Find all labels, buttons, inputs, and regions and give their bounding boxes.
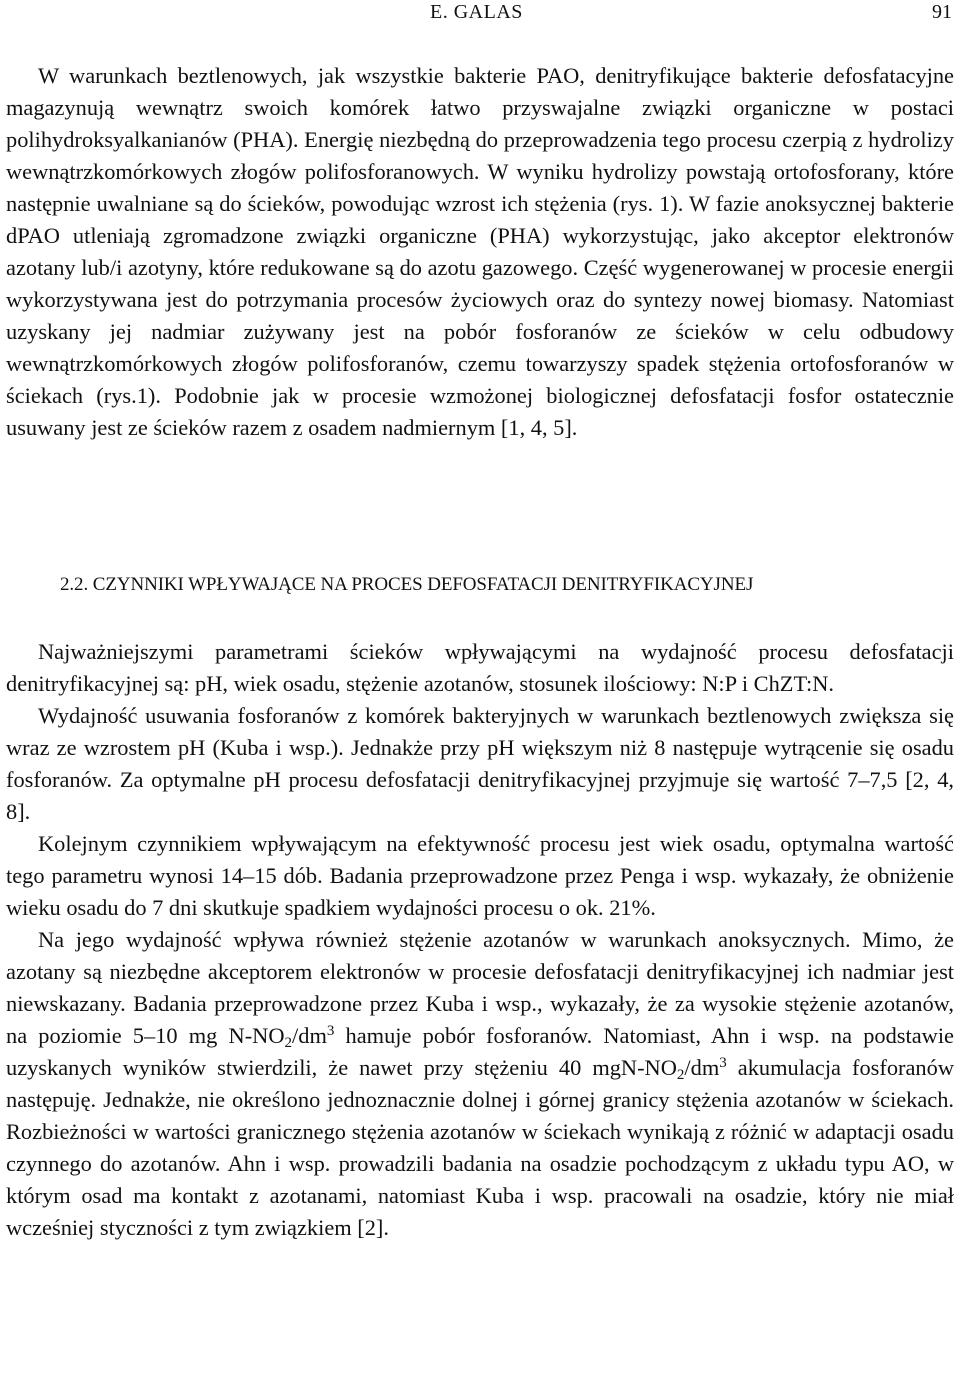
nitrates-text-4: /dm (684, 1055, 720, 1080)
subscript-2: 2 (284, 1035, 293, 1051)
section-body (6, 636, 954, 1244)
header-author: E. GALAS (430, 1, 523, 23)
subscript-2b: 2 (676, 1067, 685, 1083)
running-header (0, 0, 960, 30)
page-number: 91 (932, 1, 952, 23)
section-heading: 2.2. CZYNNIKI WPŁYWAJĄCE NA PROCES DEFOSFATACJI DENITRYFIKACYJNEJ (60, 574, 754, 595)
intro-paragraph: W warunkach beztlenowych, jak wszystkie bakterie PAO, denitryfikujące bakterie defosfatacyjne magazynują wewnątrz swoich komórek łatwo przyswajalne związki organiczne w postaci polihydroksyalkanianów (PHA). Energię niezbędną do przeprowadzenia tego procesu czerpią z hydrolizy wewnątrzkomórkowych złogów polifosforanowych. W wyniku hydrolizy powstają ortofosforany, które następnie uwalniane są do ścieków, powodując wzrost ich stężenia (rys. 1). W fazie anoksycznej bakterie dPAO utleniają zgromadzone związki organiczne (PHA) wykorzystując, jako akceptor elektronów azotany lub/i azotyny, które redukowane są do azotu gazowego. Część wygenerowanej w procesie energii wykorzystywana jest do potrzymania procesów życiowych oraz do syntezy nowej biomasy. Natomiast uzyskany jej nadmiar zużywany jest na pobór fosforanów ze ścieków w celu odbudowy wewnątrzkomórkowych złogów polifosforanów, czemu towarzyszy spadek stężenia ortofosforanów w ściekach (rys.1). Podobnie jak w procesie wzmożonej biologicznej defosfatacji fosfor ostatecznie usuwany jest ze ścieków razem z osadem nadmiernym [1, 4, 5]. (6, 63, 954, 440)
nitrates-text-3: hamuje pobór fosforanów. Natomiast, Ahn i wsp. na podstawie uzyskanych wyników stwierdzili, że nawet przy stężeniu 40 mgN-NO (6, 1023, 954, 1080)
paragraph-nitrates (6, 924, 954, 1244)
superscript-3: 3 (326, 1023, 335, 1039)
intro-section (6, 60, 954, 444)
nitrates-text-1: Na jego wydajność wpływa również stężenie azotanów w warunkach anoksycznych. Mimo, że azotany są niezbędne akceptorem elektronów w procesie defosfatacji denitryfikacyjnej ich nadmiar jest niewskazany. Badania przeprowadzone przez Kuba i wsp., wykazały, że za wysokie stężenie azotanów, na poziomie 5–10 mg N-NO (6, 927, 954, 1048)
paragraph-parameters: Najważniejszymi parametrami ścieków wpływającymi na wydajność procesu defosfatacji denitryfikacyjnej są: pH, wiek osadu, stężenie azotanów, stosunek ilościowy: N:P i ChZT:N. (6, 639, 954, 696)
paragraph-sludge-age: Kolejnym czynnikiem wpływającym na efektywność procesu jest wiek osadu, optymalna wartość tego parametru wynosi 14–15 dób. Badania przeprowadzone przez Penga i wsp. wykazały, że obniżenie wieku osadu do 7 dni skutkuje spadkiem wydajności procesu o ok. 21%. (6, 831, 954, 920)
superscript-3b: 3 (719, 1055, 727, 1071)
nitrates-text-5: akumulacja fosforanów następuję. Jednakże, nie określono jednoznacznie dolnej i górnej granicy stężenia azotanów w ściekach. Rozbieżności w wartości granicznego stężenia azotanów w ściekach wynikają z różnić w adaptacji osadu czynnego do azotanów. Ahn i wsp. prowadzili badania na osadzie pochodzącym z układu typu AO, w którym osad ma kontakt z azotanami, natomiast Kuba i wsp. pracowali na osadzie, który nie miał wcześniej styczności z tym związkiem [2]. (6, 1055, 954, 1240)
paragraph-ph: Wydajność usuwania fosforanów z komórek bakteryjnych w warunkach beztlenowych zwiększa się wraz ze wzrostem pH (Kuba i wsp.). Jednakże przy pH większym niż 8 następuje wytrącenie się osadu fosforanów. Za optymalne pH procesu defosfatacji denitryfikacyjnej przyjmuje się wartość 7–7,5 [2, 4, 8]. (6, 703, 954, 824)
nitrates-text-2: /dm (292, 1023, 327, 1048)
